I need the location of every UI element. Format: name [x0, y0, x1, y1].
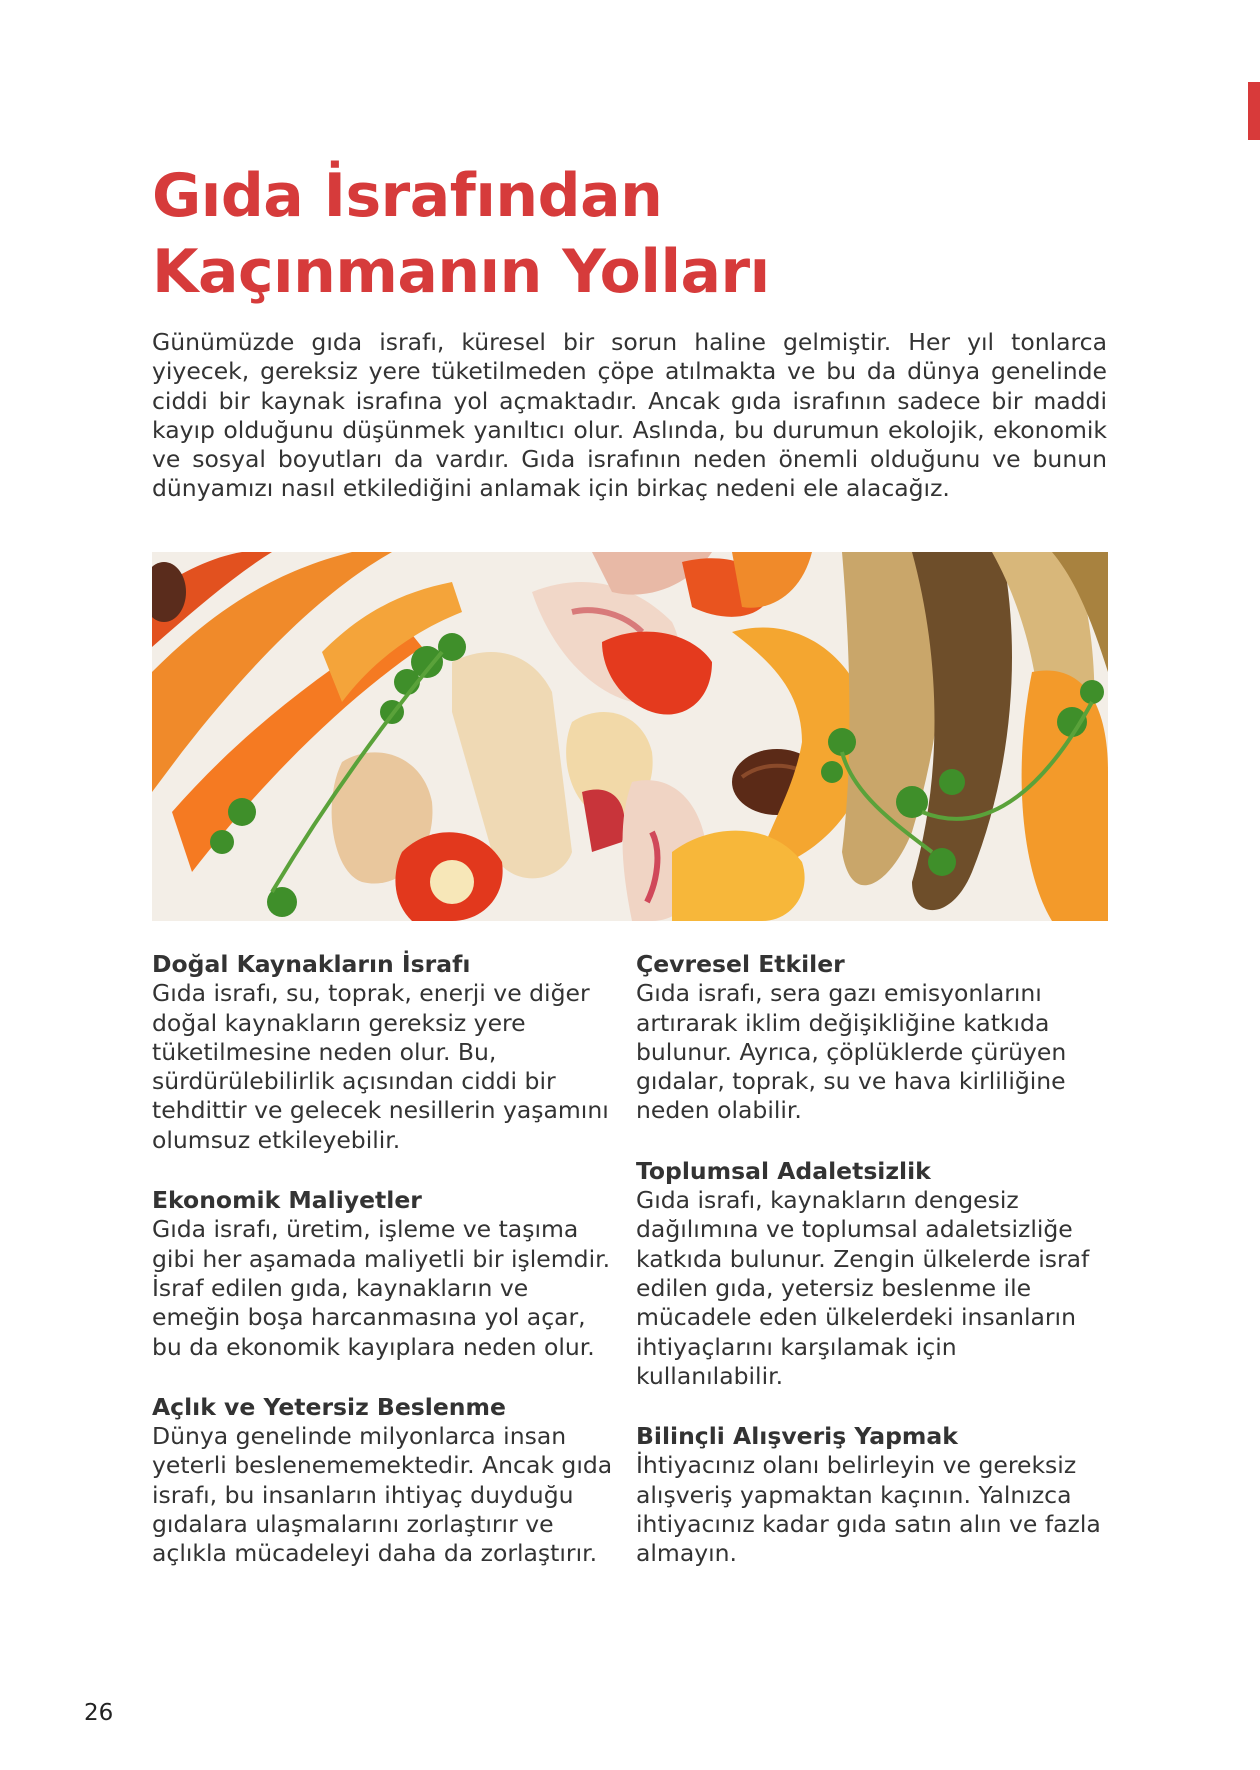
title-line-2: Kaçınmanın Yolları: [152, 237, 770, 307]
section-body: Gıda israfı, su, toprak, enerji ve diğer doğal kaynakların gereksiz yere tüketilmesine neden olur. Bu, sürdürülebilirlik açısından ciddi bir tehdittir ve gelecek nesillerin yaşamını olumsuz etkileyebilir.: [152, 979, 609, 1154]
section-body: Gıda israfı, üretim, işleme ve taşıma gibi her aşamada maliyetli bir işlemdir. İsraf edilen gıda, kaynakların ve emeğin boşa harcanmasına yol açar, bu da ekonomik kayıplara neden olur.: [152, 1215, 611, 1361]
page-number: 26: [84, 1700, 114, 1726]
section-bilincli-alisveris: [636, 1422, 1106, 1568]
title-line-1: Gıda İsrafından: [152, 161, 663, 231]
section-body: Gıda israfı, kaynakların dengesiz dağılımına ve toplumsal adaletsizliğe katkıda bulunur. Zengin ülkelerde israf edilen gıda, yetersiz beslenme ile mücadele eden ülkelerdeki insanların ihtiyaçlarını karşılamak için kullanılabilir.: [636, 1186, 1090, 1390]
section-heading: Açlık ve Yetersiz Beslenme: [152, 1392, 506, 1421]
accent-bar: [1248, 82, 1260, 140]
section-heading: Ekonomik Maliyetler: [152, 1186, 422, 1215]
right-column: [636, 950, 1106, 1600]
section-body: Gıda israfı, sera gazı emisyonlarını artırarak iklim değişikliğine katkıda bulunur. Ayrıca, çöplüklerde çürüyen gıdalar, toprak, su ve hava kirliliğine neden olabilir.: [636, 979, 1067, 1125]
section-body: İhtiyacınız olanı belirleyin ve gereksiz alışveriş yapmaktan kaçının. Yalnızca ihtiyacınız kadar gıda satın alın ve fazla almayın.: [636, 1451, 1101, 1568]
section-aclik: [152, 1393, 622, 1569]
section-cevresel-etkiler: [636, 950, 1106, 1126]
intro-paragraph: Günümüzde gıda israfı, küresel bir sorun haline gelmiştir. Her yıl tonlarca yiyecek, gereksiz yere tüketilmeden çöpe atılmakta ve bu da dünya genelinde ciddi bir kaynak israfına yol açmaktadır. Ancak gıda israfının sadece bir maddi kayıp olduğunu düşünmek yanıltıcı olur. Aslında, bu durumun ekolojik, ekonomik ve sosyal boyutları da vardır. Gıda israfının neden önemli olduğunu ve bunun dünyamızı nasıl etkilediğini anlamak için birkaç nedeni ele alacağız.: [152, 328, 1107, 503]
food-scraps-photo: [152, 552, 1108, 921]
page-title: [152, 158, 1012, 310]
section-heading: Doğal Kaynakların İsrafı: [152, 950, 471, 978]
section-toplumsal-adaletsizlik: [636, 1157, 1106, 1391]
section-heading: Bilinçli Alışveriş Yapmak: [636, 1422, 958, 1451]
section-ekonomik-maliyetler: [152, 1186, 622, 1362]
section-dogal-kaynaklar: [152, 950, 622, 1155]
section-heading: Toplumsal Adaletsizlik: [636, 1156, 931, 1185]
section-body: Dünya genelinde milyonlarca insan yeterli beslenememektedir. Ancak gıda israfı, bu insanların ihtiyaç duyduğu gıdalara ulaşmalarını zorlaştırır ve açlıkla mücadeleyi daha da zorlaştırır.: [152, 1422, 613, 1568]
left-column: [152, 950, 622, 1600]
section-heading: Çevresel Etkiler: [636, 950, 845, 978]
